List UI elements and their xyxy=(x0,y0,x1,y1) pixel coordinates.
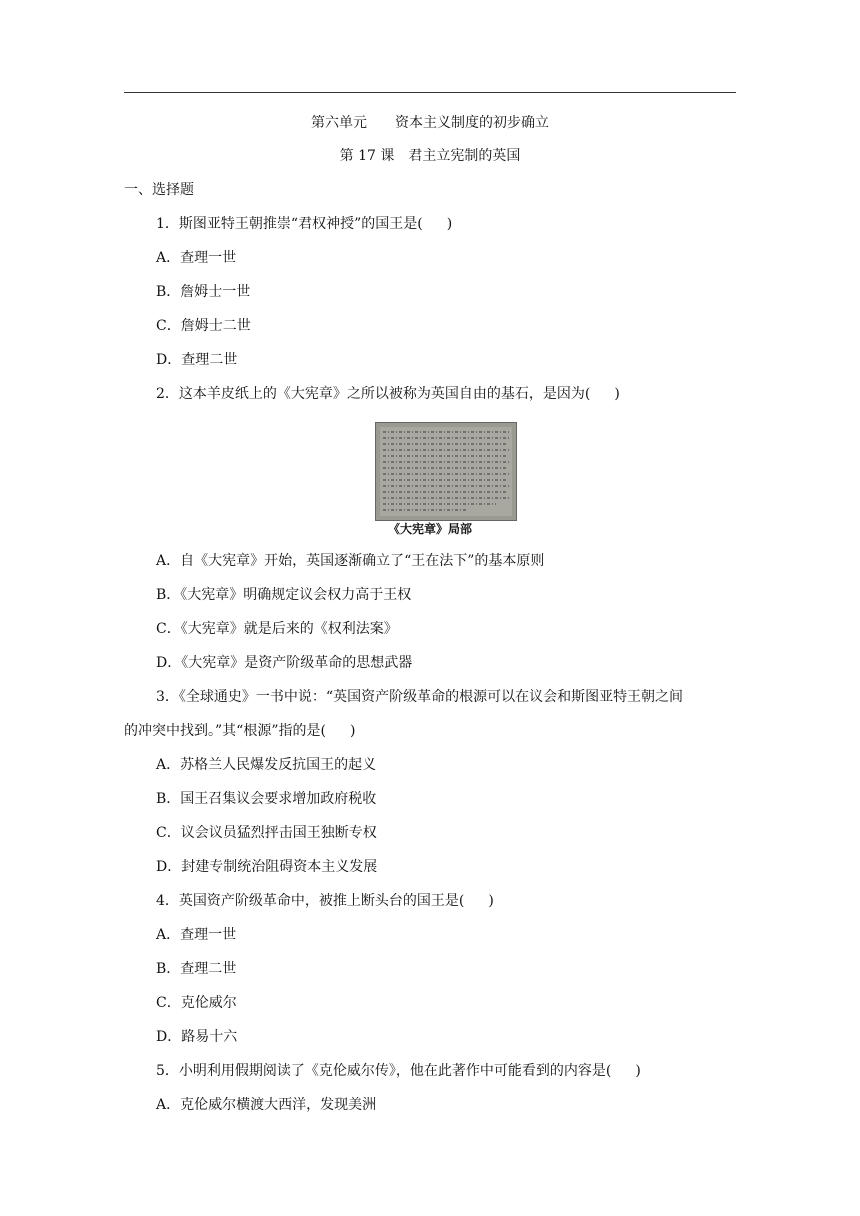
question-4-option-a: A．查理一世 xyxy=(156,927,237,943)
question-3-option-b: B．国王召集议会要求增加政府税收 xyxy=(156,791,377,807)
question-3-option-d: D．封建专制统治阻碍资本主义发展 xyxy=(156,859,378,875)
question-4-option-c: C．克伦威尔 xyxy=(156,995,237,1011)
unit-title: 资本主义制度的初步确立 xyxy=(395,115,549,131)
question-5-stem: 5．小明利用假期阅读了《克伦威尔传》，他在此著作中可能看到的内容是( ) xyxy=(156,1063,641,1079)
question-3-option-a: A．苏格兰人民爆发反抗国王的起义 xyxy=(156,757,377,773)
question-1-stem: 1．斯图亚特王朝推崇“君权神授”的国王是( ) xyxy=(156,216,453,232)
question-1-option-b: B．詹姆士一世 xyxy=(156,284,251,300)
question-2-stem: 2．这本羊皮纸上的《大宪章》之所以被称为英国自由的基石，是因为( ) xyxy=(156,386,620,402)
header-rule xyxy=(124,92,736,93)
unit-heading xyxy=(0,113,860,133)
question-4-stem: 4．英国资产阶级革命中，被推上断头台的国王是( ) xyxy=(156,893,494,909)
question-4-option-d: D．路易十六 xyxy=(156,1029,238,1045)
question-3-option-c: C．议会议员猛烈抨击国王独断专权 xyxy=(156,825,377,841)
question-5-option-a: A．克伦威尔横渡大西洋，发现美洲 xyxy=(156,1097,377,1113)
question-2-option-a: A．自《大宪章》开始，英国逐渐确立了“王在法下”的基本原则 xyxy=(156,553,545,569)
question-1-option-d: D．查理二世 xyxy=(156,352,238,368)
lesson-title: 第 17 课 君主立宪制的英国 xyxy=(339,148,521,164)
question-2-option-c: C．《大宪章》就是后来的《权利法案》 xyxy=(156,621,398,637)
question-3-stem-line-2: 的冲突中找到。”其“根源”指的是( ) xyxy=(124,723,356,739)
question-2-option-b: B．《大宪章》明确规定议会权力高于王权 xyxy=(156,587,412,603)
question-1-option-a: A．查理一世 xyxy=(156,250,237,266)
manuscript-texture xyxy=(376,423,516,520)
question-2-option-d: D．《大宪章》是资产阶级革命的思想武器 xyxy=(156,655,413,671)
magna-carta-image xyxy=(375,422,517,521)
unit-number: 第六单元 xyxy=(311,115,367,131)
figure-caption: 《大宪章》局部 xyxy=(387,522,472,536)
section-heading: 一、选择题 xyxy=(124,182,194,198)
question-3-stem-line-1: 3．《全球通史》一书中说：“英国资产阶级革命的根源可以在议会和斯图亚特王朝之间 xyxy=(156,689,684,705)
question-1-option-c: C．詹姆士二世 xyxy=(156,318,251,334)
question-4-option-b: B．查理二世 xyxy=(156,961,237,977)
